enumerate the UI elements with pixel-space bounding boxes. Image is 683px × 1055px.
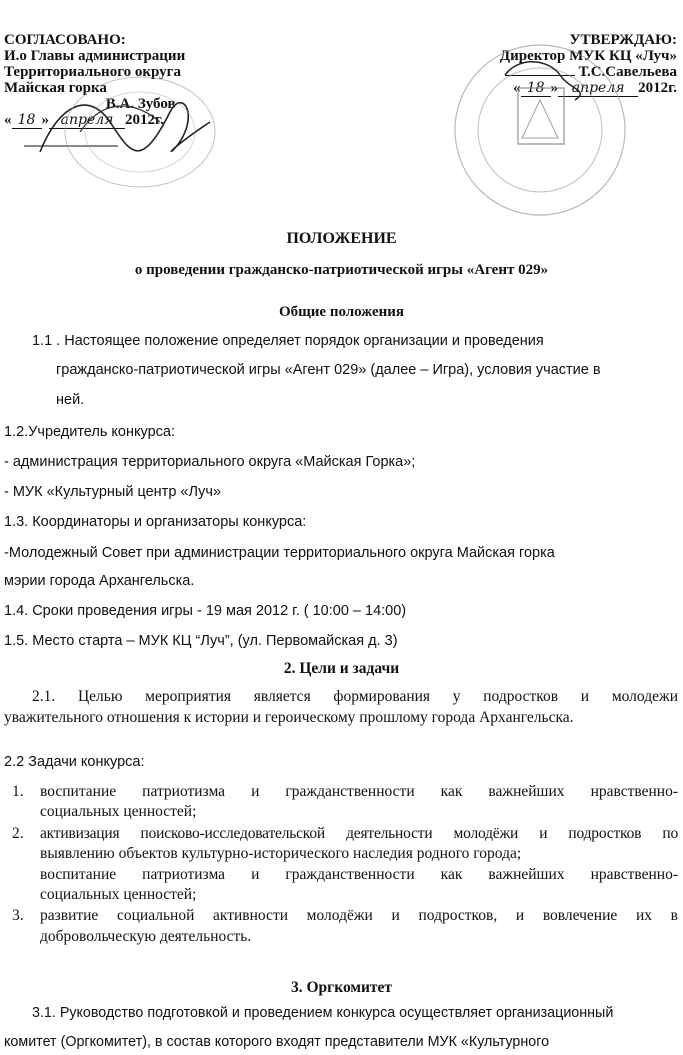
task-2-line2: выявлению объектов культурно-исторического наследия родного города; (40, 845, 522, 862)
approval-right-signer: Т.С.Савельева (578, 64, 677, 80)
paragraph-2-1-b: уважительного отношения к истории и героическому прошлому города Архангельска. (4, 709, 574, 726)
task-3-line2: добровольческую деятельность. (40, 928, 252, 945)
paragraph-1-3: 1.3. Координаторы и организаторы конкурса: (4, 514, 307, 530)
approval-left-title: СОГЛАСОВАНО: (4, 32, 126, 48)
approval-right-date-month: апреля (558, 80, 638, 97)
paragraph-1-4: 1.4. Сроки проведения игры - 19 мая 2012 г. ( 10:00 – 14:00) (4, 603, 407, 619)
section-3-title: 3. Оргкомитет (291, 979, 392, 996)
document-subtitle: о проведении гражданско-патриотической игры «Агент 029» (134, 262, 549, 278)
approval-block-left (4, 32, 264, 129)
task-3-number: 3. (12, 907, 24, 924)
section-1-title: Общие положения (278, 304, 405, 320)
task-1-line2: социальных ценностей; (40, 803, 197, 820)
paragraph-1-1-b: гражданско-патриотической игры «Агент 029» (далее – Игра), условия участие в (56, 362, 601, 378)
approval-left-date-month: апреля (49, 112, 125, 129)
approval-right-date-year: 2012г. (638, 80, 677, 96)
approval-block-right (437, 32, 677, 97)
approval-left-line3: Майская горка (4, 80, 107, 96)
approval-left-date-year: 2012г. (125, 112, 164, 128)
paragraph-1-1-c: ней. (56, 392, 85, 408)
paragraph-1-1-a: 1.1 . Настоящее положение определяет порядок организации и проведения (32, 333, 544, 349)
task-2b-line2: социальных ценностей; (40, 886, 197, 903)
task-1-number: 1. (12, 783, 24, 800)
paragraph-3-1-a: 3.1. Руководство подготовкой и проведением конкурса осуществляет организационный (32, 1005, 614, 1021)
section-2-title: 2. Цели и задачи (283, 660, 400, 677)
approval-right-date-day: 18 (521, 80, 551, 97)
approval-right-signer-row (437, 64, 677, 80)
paragraph-3-1-b: комитет (Оргкомитет), в состав которого входят представители МУК «Культурного (4, 1034, 550, 1050)
document-title: ПОЛОЖЕНИЕ (286, 230, 397, 247)
paragraph-1-3-b: мэрии города Архангельска. (4, 573, 195, 589)
paragraph-1-5: 1.5. Место старта – МУК КЦ “Луч”, (ул. Первомайская д. 3) (4, 633, 398, 649)
approval-right-line1: Директор МУК КЦ «Луч» (499, 48, 677, 64)
paragraph-1-2-a: - администрация территориального округа «Майская Горка»; (4, 454, 416, 470)
approval-left-signer: В.А. Зубов (105, 96, 176, 112)
paragraph-1-2: 1.2.Учредитель конкурса: (4, 424, 176, 440)
approval-left-line2: Территориального округа (4, 64, 181, 80)
task-2-line1: активизация поисково-исследовательской деятельности молодёжи и подростков по (40, 825, 678, 842)
task-3-line1: развитие социальной активности молодёжи и подростков, и вовлечение их в (40, 907, 678, 924)
paragraph-1-3-a: -Молодежный Совет при администрации территориального округа Майская горка (4, 545, 555, 561)
approval-left-date-day: 18 (12, 112, 42, 129)
approval-left-line1: И.о Главы администрации (4, 48, 186, 64)
paragraph-1-2-b: - МУК «Культурный центр «Луч» (4, 484, 222, 500)
task-1-line1: воспитание патриотизма и гражданственности как важнейших нравственно- (40, 783, 678, 800)
approval-right-title: УТВЕРЖДАЮ: (569, 32, 677, 48)
task-2b-line1: воспитание патриотизма и гражданственности как важнейших нравственно- (40, 866, 678, 883)
approval-left-signer-row (4, 96, 264, 112)
approval-left-date: « 18 » апреля 2012г. (4, 112, 164, 128)
task-2-number: 2. (12, 825, 24, 842)
paragraph-2-2: 2.2 Задачи конкурса: (4, 754, 145, 770)
approval-right-date: « 18 » апреля 2012г. (513, 80, 677, 96)
paragraph-2-1-a: 2.1. Целью мероприятия является формирования у подростков и молодежи (32, 688, 678, 705)
